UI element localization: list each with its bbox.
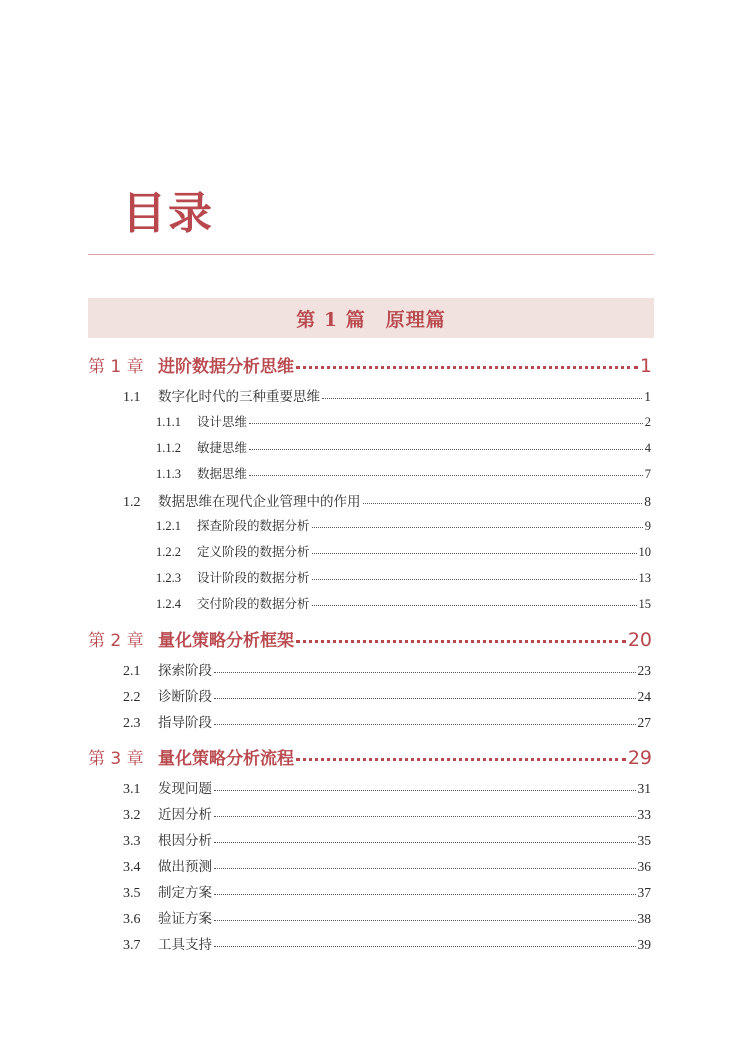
toc-page: 29 [627,747,652,769]
toc-page: 24 [637,689,651,704]
toc-number: 第 3 章 [88,749,144,769]
toc-page: 31 [637,781,651,796]
toc-page: 9 [644,519,651,533]
toc-page: 23 [637,663,651,678]
toc-number: 1.2 [123,495,141,510]
toc-number: 第 2 章 [88,631,144,651]
toc-page: 39 [637,937,651,952]
toc-leader [214,936,636,950]
toc-number: 3.2 [123,808,141,823]
toc-chapter-2[interactable] [88,626,652,652]
toc-page: 38 [637,911,651,926]
toc-section[interactable] [123,777,651,799]
toc-section[interactable] [123,659,651,681]
toc-label: 量化策略分析流程 [158,749,294,769]
toc-page: 20 [627,629,652,651]
toc-page: 15 [638,597,651,611]
toc-leader [214,884,636,898]
toc-number: 1.1.1 [156,415,181,429]
toc-leader [249,466,643,479]
toc-label: 设计思维 [197,414,248,429]
toc-section[interactable] [123,933,651,955]
toc-label: 数据思维在现代企业管理中的作用 [158,494,361,510]
toc-page: 2 [644,415,651,429]
part-banner [88,298,654,338]
toc-number: 1.1.2 [156,441,181,455]
toc-number: 1.2.1 [156,519,181,533]
toc-page: 10 [638,545,651,559]
toc-leader [214,662,636,676]
toc-page: 36 [637,859,651,874]
toc-page: 13 [638,571,651,585]
toc-number: 3.7 [123,938,141,953]
toc-leader [363,493,643,507]
toc-section[interactable] [123,711,651,733]
toc-number: 3.4 [123,860,141,875]
toc-number: 2.1 [123,664,141,679]
toc-number: 1.1 [123,390,141,405]
toc-number: 2.3 [123,716,141,731]
toc-leader [296,355,638,372]
toc-number: 3.3 [123,834,141,849]
toc-leader [214,806,636,820]
toc-leader [214,832,636,846]
toc-page: 33 [637,807,651,822]
toc-section[interactable] [123,803,651,825]
toc-label: 敏捷思维 [197,440,248,455]
toc-label: 数字化时代的三种重要思维 [158,389,320,405]
toc-label: 探索阶段 [158,663,212,679]
toc-number: 1.2.3 [156,571,181,585]
toc-page: 8 [644,494,651,509]
toc-label: 工具支持 [158,937,212,953]
toc-chapter-1[interactable] [88,352,652,378]
toc-label: 诊断阶段 [158,689,212,705]
toc-page: 1 [639,355,652,377]
toc-label: 设计阶段的数据分析 [197,570,310,585]
toc-leader [296,747,626,764]
toc-number: 第 1 章 [88,357,144,377]
toc-leader [296,629,626,646]
toc-label: 定义阶段的数据分析 [197,544,310,559]
toc-subsection[interactable] [156,594,651,614]
toc-number: 3.1 [123,782,141,797]
toc-subsection[interactable] [156,542,651,562]
toc-subsection[interactable] [156,412,651,432]
toc-leader [249,414,643,427]
toc-subsection[interactable] [156,568,651,588]
toc-number: 1.1.3 [156,467,181,481]
page-title: 目录 [122,188,214,239]
toc-section[interactable] [123,385,651,407]
toc-label: 验证方案 [158,911,212,927]
toc-label: 探查阶段的数据分析 [197,518,310,533]
toc-page: 27 [637,715,651,730]
toc-section[interactable] [123,490,651,512]
part-banner-label: 第 1 篇 原理篇 [296,308,446,331]
toc-label: 根因分析 [158,833,212,849]
toc-leader [322,388,642,402]
toc-label: 做出预测 [158,859,212,875]
title-divider [88,254,654,255]
toc-section[interactable] [123,907,651,929]
toc-label: 进阶数据分析思维 [158,357,294,377]
toc-section[interactable] [123,881,651,903]
toc-leader [312,544,637,557]
toc-section[interactable] [123,855,651,877]
toc-label: 数据思维 [197,466,248,481]
toc-leader [214,858,636,872]
toc-label: 量化策略分析框架 [158,631,294,651]
toc-leader [214,714,636,728]
toc-page: 37 [637,885,651,900]
toc-leader [312,596,637,609]
toc-section[interactable] [123,685,651,707]
toc-leader [214,910,636,924]
toc-page: 35 [637,833,651,848]
toc-number: 3.6 [123,912,141,927]
toc-subsection[interactable] [156,438,651,458]
toc-page: 4 [644,441,651,455]
toc-number: 2.2 [123,690,141,705]
toc-leader [312,518,643,531]
toc-leader [214,688,636,702]
toc-label: 发现问题 [158,781,212,797]
toc-subsection[interactable] [156,516,651,536]
toc-label: 指导阶段 [158,715,212,731]
toc-leader [312,570,637,583]
toc-page: 7 [644,467,651,481]
toc-chapter-3[interactable] [88,744,652,770]
toc-label: 近因分析 [158,807,212,823]
toc-label: 交付阶段的数据分析 [197,596,310,611]
toc-number: 1.2.4 [156,597,181,611]
toc-number: 1.2.2 [156,545,181,559]
toc-label: 制定方案 [158,885,212,901]
toc-leader [249,440,643,453]
toc-leader [214,780,636,794]
toc-subsection[interactable] [156,464,651,484]
toc-page: 1 [644,389,651,404]
toc-section[interactable] [123,829,651,851]
toc-number: 3.5 [123,886,141,901]
